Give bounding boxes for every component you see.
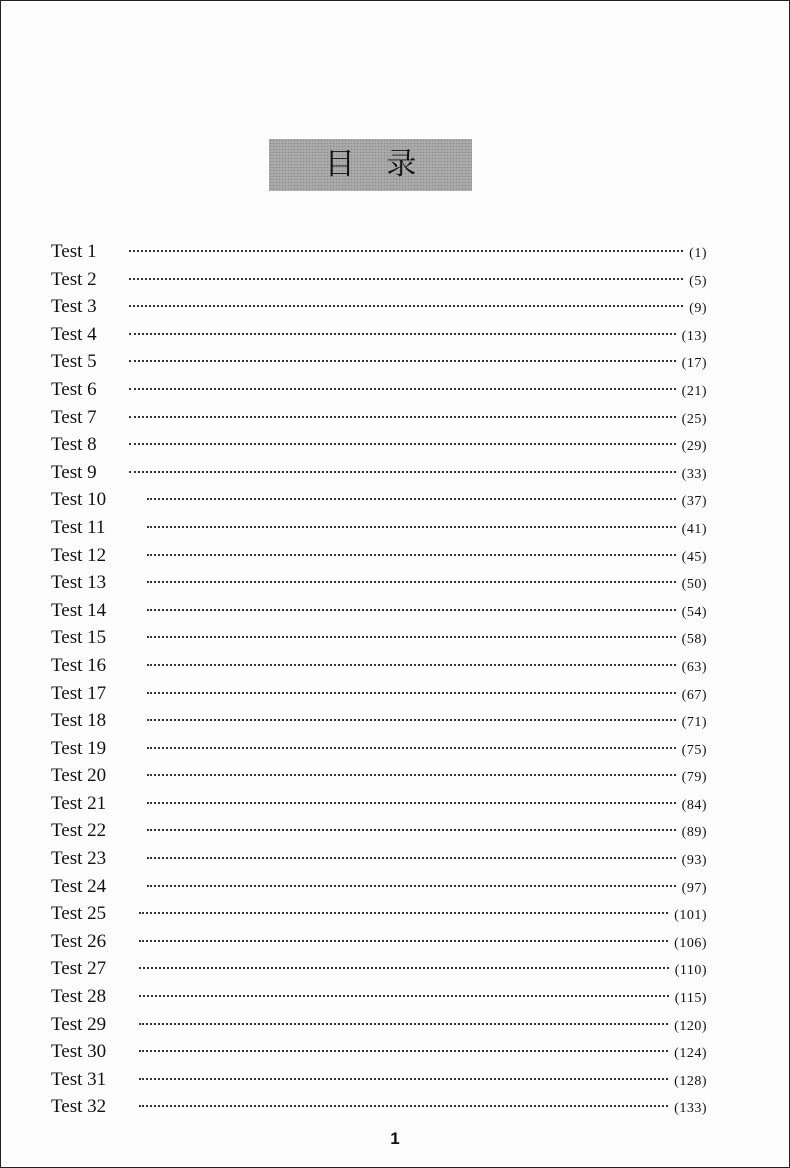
toc-entry[interactable] (51, 324, 707, 352)
toc-entry-label: Test 30 (51, 1041, 107, 1063)
toc-entry[interactable] (51, 986, 707, 1014)
toc-entry-label: Test 15 (51, 627, 107, 649)
toc-entry-label: Test 14 (51, 599, 107, 621)
toc-entry-label: Test 18 (51, 710, 107, 732)
toc-entry-page: (133) (674, 1101, 707, 1117)
toc-title-banner (269, 139, 472, 191)
toc-entry[interactable] (51, 683, 707, 711)
toc-entry[interactable] (51, 1041, 707, 1069)
toc-leader-dots (129, 388, 676, 390)
toc-entry[interactable] (51, 710, 707, 738)
toc-leader-dots (139, 1105, 668, 1107)
toc-entry-label: Test 21 (51, 792, 107, 814)
toc-entry[interactable] (51, 793, 707, 821)
toc-entry-page: (128) (674, 1073, 707, 1089)
toc-entry-page: (75) (681, 742, 707, 758)
toc-leader-dots (129, 278, 683, 280)
toc-entry[interactable] (51, 296, 707, 324)
toc-leader-dots (147, 498, 676, 500)
toc-entry-label: Test 8 (51, 434, 97, 456)
toc-title-char-1: 目 (324, 147, 355, 182)
table-of-contents (51, 241, 707, 1124)
toc-entry-page: (45) (681, 549, 707, 565)
toc-leader-dots (129, 471, 676, 473)
toc-entry-label: Test 29 (51, 1013, 107, 1035)
toc-entry-label: Test 32 (51, 1096, 107, 1118)
toc-entry-page: (50) (681, 577, 707, 593)
toc-leader-dots (147, 829, 676, 831)
toc-entry[interactable] (51, 1014, 707, 1042)
toc-entry-page: (63) (681, 659, 707, 675)
toc-leader-dots (129, 305, 683, 307)
toc-entry-page: (67) (681, 687, 707, 703)
toc-entry-label: Test 3 (51, 296, 97, 318)
toc-entry-page: (101) (674, 908, 707, 924)
toc-entry-label: Test 9 (51, 461, 97, 483)
toc-entry[interactable] (51, 379, 707, 407)
toc-leader-dots (129, 416, 676, 418)
toc-entry-page: (9) (689, 301, 707, 317)
toc-entry-page: (54) (681, 604, 707, 620)
toc-leader-dots (139, 1023, 668, 1025)
toc-entry-page: (37) (681, 494, 707, 510)
toc-entry-label: Test 13 (51, 572, 107, 594)
toc-entry-page: (1) (689, 246, 707, 261)
toc-entry-page: (33) (681, 466, 707, 482)
toc-entry[interactable] (51, 1096, 707, 1124)
toc-entry[interactable] (51, 848, 707, 876)
toc-entry-page: (115) (674, 991, 707, 1007)
toc-entry-page: (29) (681, 439, 707, 455)
toc-entry-label: Test 28 (51, 986, 107, 1008)
toc-entry-label: Test 12 (51, 544, 107, 566)
toc-entry-label: Test 22 (51, 820, 107, 842)
toc-entry-page: (21) (681, 383, 707, 399)
toc-entry[interactable] (51, 600, 707, 628)
toc-entry-label: Test 23 (51, 848, 107, 870)
toc-entry-page: (124) (674, 1046, 707, 1062)
toc-leader-dots (147, 747, 676, 749)
toc-entry[interactable] (51, 820, 707, 848)
toc-leader-dots (147, 526, 676, 528)
toc-entry[interactable] (51, 407, 707, 435)
toc-entry-label: Test 6 (51, 378, 97, 400)
toc-entry-label: Test 20 (51, 765, 107, 787)
toc-entry[interactable] (51, 876, 707, 904)
toc-entry-page: (13) (681, 328, 707, 344)
toc-entry-page: (106) (674, 935, 707, 951)
toc-entry-page: (89) (681, 825, 707, 841)
toc-entry-label: Test 17 (51, 682, 107, 704)
toc-entry[interactable] (51, 269, 707, 297)
toc-entry[interactable] (51, 738, 707, 766)
toc-entry[interactable] (51, 545, 707, 573)
toc-entry[interactable] (51, 572, 707, 600)
toc-entry-label: Test 7 (51, 406, 97, 428)
toc-leader-dots (147, 719, 676, 721)
toc-entry-page: (120) (674, 1018, 707, 1034)
toc-entry-page: (41) (681, 521, 707, 537)
toc-entry-label: Test 11 (51, 516, 106, 538)
toc-entry[interactable] (51, 931, 707, 959)
toc-entry-page: (71) (681, 715, 707, 731)
toc-leader-dots (147, 581, 676, 583)
toc-leader-dots (147, 636, 676, 638)
toc-entry-label: Test 16 (51, 654, 107, 676)
toc-entry-label: Test 19 (51, 737, 107, 759)
toc-entry-page: (97) (681, 880, 707, 896)
page-number: 1 (390, 1129, 400, 1148)
toc-leader-dots (139, 995, 669, 997)
toc-entry[interactable] (51, 903, 707, 931)
toc-entry[interactable] (51, 765, 707, 793)
toc-entry-label: Test 26 (51, 930, 107, 952)
toc-leader-dots (147, 857, 676, 859)
toc-leader-dots (147, 554, 676, 556)
toc-leader-dots (139, 940, 668, 942)
toc-entry[interactable] (51, 489, 707, 517)
toc-entry[interactable] (51, 434, 707, 462)
toc-entry-page: (58) (681, 632, 707, 648)
toc-leader-dots (147, 609, 676, 611)
toc-leader-dots (129, 443, 676, 445)
toc-leader-dots (139, 1078, 668, 1080)
toc-leader-dots (147, 692, 676, 694)
toc-entry-label: Test 31 (51, 1068, 107, 1090)
toc-entry-page: (93) (681, 853, 707, 869)
toc-entry-label: Test 10 (51, 489, 107, 511)
toc-entry[interactable] (51, 462, 707, 490)
toc-leader-dots (129, 360, 676, 362)
toc-entry-label: Test 27 (51, 958, 107, 980)
toc-leader-dots (139, 1050, 668, 1052)
toc-entry-label: Test 2 (51, 268, 97, 290)
toc-leader-dots (139, 912, 668, 914)
toc-entry-page: (17) (681, 356, 707, 372)
toc-leader-dots (147, 664, 676, 666)
toc-leader-dots (147, 802, 676, 804)
toc-leader-dots (147, 774, 676, 776)
toc-entry-page: (5) (689, 273, 707, 289)
toc-leader-dots (129, 333, 676, 335)
toc-entry-label: Test 5 (51, 351, 97, 373)
toc-entry[interactable] (51, 627, 707, 655)
toc-leader-dots (139, 967, 669, 969)
toc-entry[interactable] (51, 655, 707, 683)
toc-entry-page: (110) (674, 963, 707, 979)
toc-entry[interactable] (51, 958, 707, 986)
toc-entry-page: (84) (681, 797, 707, 813)
toc-title-char-2: 录 (386, 147, 417, 182)
toc-entry[interactable] (51, 517, 707, 545)
toc-entry-label: Test 25 (51, 903, 107, 925)
toc-entry-label: Test 24 (51, 875, 107, 897)
toc-entry[interactable] (51, 351, 707, 379)
toc-entry-label: Test 1 (51, 241, 97, 262)
toc-entry[interactable] (51, 1069, 707, 1097)
toc-entry-page: (25) (681, 411, 707, 427)
toc-leader-dots (147, 885, 676, 887)
toc-entry-label: Test 4 (51, 323, 97, 345)
toc-leader-dots (129, 250, 683, 252)
toc-entry-page: (79) (681, 770, 707, 786)
toc-entry[interactable] (51, 241, 707, 269)
